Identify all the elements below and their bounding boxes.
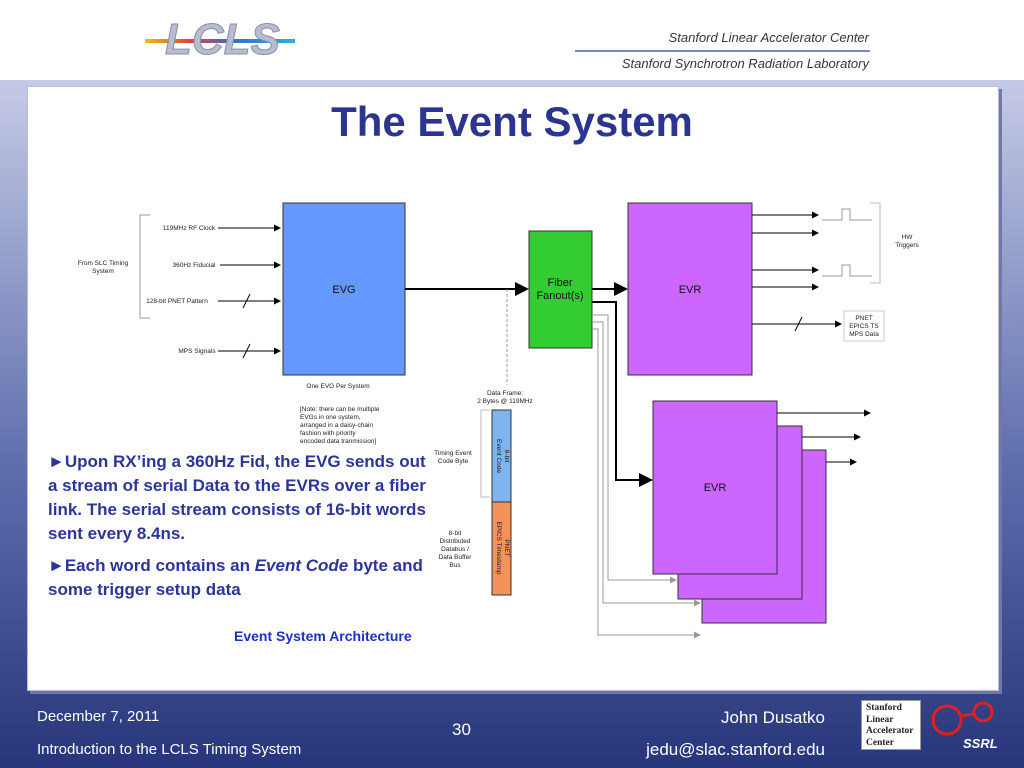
- page-number: 30: [452, 720, 471, 739]
- source-label-1: From SLC Timing: [77, 260, 129, 267]
- bullet-2-prefix: ►Each word contains an: [48, 556, 255, 575]
- databus-line-5: Bus: [449, 562, 461, 569]
- evr-stack-label: EVR: [703, 482, 727, 494]
- frame-bracket: [481, 410, 490, 497]
- footer-date: December 7, 2011: [37, 708, 160, 725]
- footer-email: jedu@slac.stanford.edu: [646, 740, 825, 759]
- bullet-2-suffix: byte and some trigger setup data: [48, 556, 423, 599]
- evg-note-line-3: arranged in a daisy-chain: [300, 422, 373, 429]
- databus-line-3: Databus /: [441, 546, 469, 553]
- hw-triggers-label-1: HW: [901, 234, 913, 241]
- slac-logo-line-2: Linear: [866, 714, 894, 725]
- bullet-2-italic: Event Code: [254, 556, 349, 575]
- org-line-2: Stanford Synchrotron Radiation Laboratory: [621, 56, 869, 71]
- timing-event-label-1: Timing Event: [434, 450, 472, 457]
- evr-label: EVR: [678, 284, 702, 296]
- svg-text:LCLS: LCLS: [165, 15, 280, 64]
- evg-label: EVG: [332, 284, 356, 296]
- input-label-rf-clock: 119MHz RF Clock: [162, 225, 216, 232]
- pnet-output-line-3: MPS Data: [849, 331, 879, 338]
- bullet-2: [48, 554, 428, 602]
- input-label-mps: MPS Signals: [178, 348, 216, 355]
- footer-author: John Dusatko: [721, 708, 825, 727]
- timing-event-label-2: Code Byte: [437, 458, 469, 465]
- event-code-label-1: 8-bit: [503, 449, 510, 463]
- evg-note-line-1: [Note: there can be multiple: [300, 406, 380, 413]
- evg-note-line-4: fashion with priority: [300, 430, 356, 437]
- ssrl-logo: [925, 698, 1000, 754]
- pnet-stamp-label-2: EPICS Timestamp: [495, 521, 502, 575]
- pnet-output-line-2: EPICS TS: [849, 323, 879, 330]
- input-label-fiducial: 360Hz Fiducial: [172, 262, 216, 269]
- diagram-caption: Event System Architecture: [234, 628, 412, 644]
- event-code-label-2: Event Code: [495, 439, 502, 473]
- evg-note-line-2: EVGs in one system,: [300, 414, 361, 421]
- slac-logo-line-3: Accelerator: [866, 726, 914, 736]
- org-line-1: Stanford Linear Accelerator Center: [668, 30, 869, 45]
- bullet-list: [48, 450, 428, 610]
- databus-line-4: Data Buffer: [438, 554, 472, 561]
- pnet-output-line-1: PNET: [855, 315, 873, 322]
- hw-triggers-bracket: [870, 203, 880, 283]
- svg-text:SSRL: SSRL: [963, 736, 998, 751]
- fiber-label-1: Fiber: [547, 277, 573, 289]
- source-label-2: System: [92, 268, 114, 275]
- data-frame-label-1: Data Frame:: [486, 390, 524, 397]
- slac-logo: [861, 700, 921, 750]
- slide-title: The Event System: [331, 98, 693, 145]
- pulse-waveform-2: [822, 265, 872, 276]
- databus-line-1: 8-bit: [448, 530, 462, 537]
- evg-note: One EVG Per System: [306, 383, 370, 390]
- evg-note-line-5: encoded data tranmission]: [300, 438, 377, 445]
- pnet-stamp-label-1: PNET: [503, 539, 510, 557]
- databus-line-2: Distributed: [439, 538, 471, 545]
- pulse-waveform-1: [822, 209, 872, 220]
- footer-subtitle: Introduction to the LCLS Timing System: [37, 741, 302, 758]
- hw-triggers-label-2: Triggers: [895, 242, 919, 249]
- data-frame-label-2: 2 Bytes @ 119MHz: [477, 398, 533, 405]
- fiber-label-2: Fanout(s): [536, 290, 584, 302]
- bullet-1: ►Upon RX’ing a 360Hz Fid, the EVG sends out a stream of serial Data to the EVRs over a fiber link. The serial stream consists of 16-bit words sent every 8.4ns.: [48, 452, 426, 543]
- slac-logo-line-4: Center: [866, 737, 894, 748]
- input-label-pnet-pattern: 128-bit PNET Pattern: [146, 298, 208, 305]
- slac-logo-line-1: Stanford: [866, 703, 902, 713]
